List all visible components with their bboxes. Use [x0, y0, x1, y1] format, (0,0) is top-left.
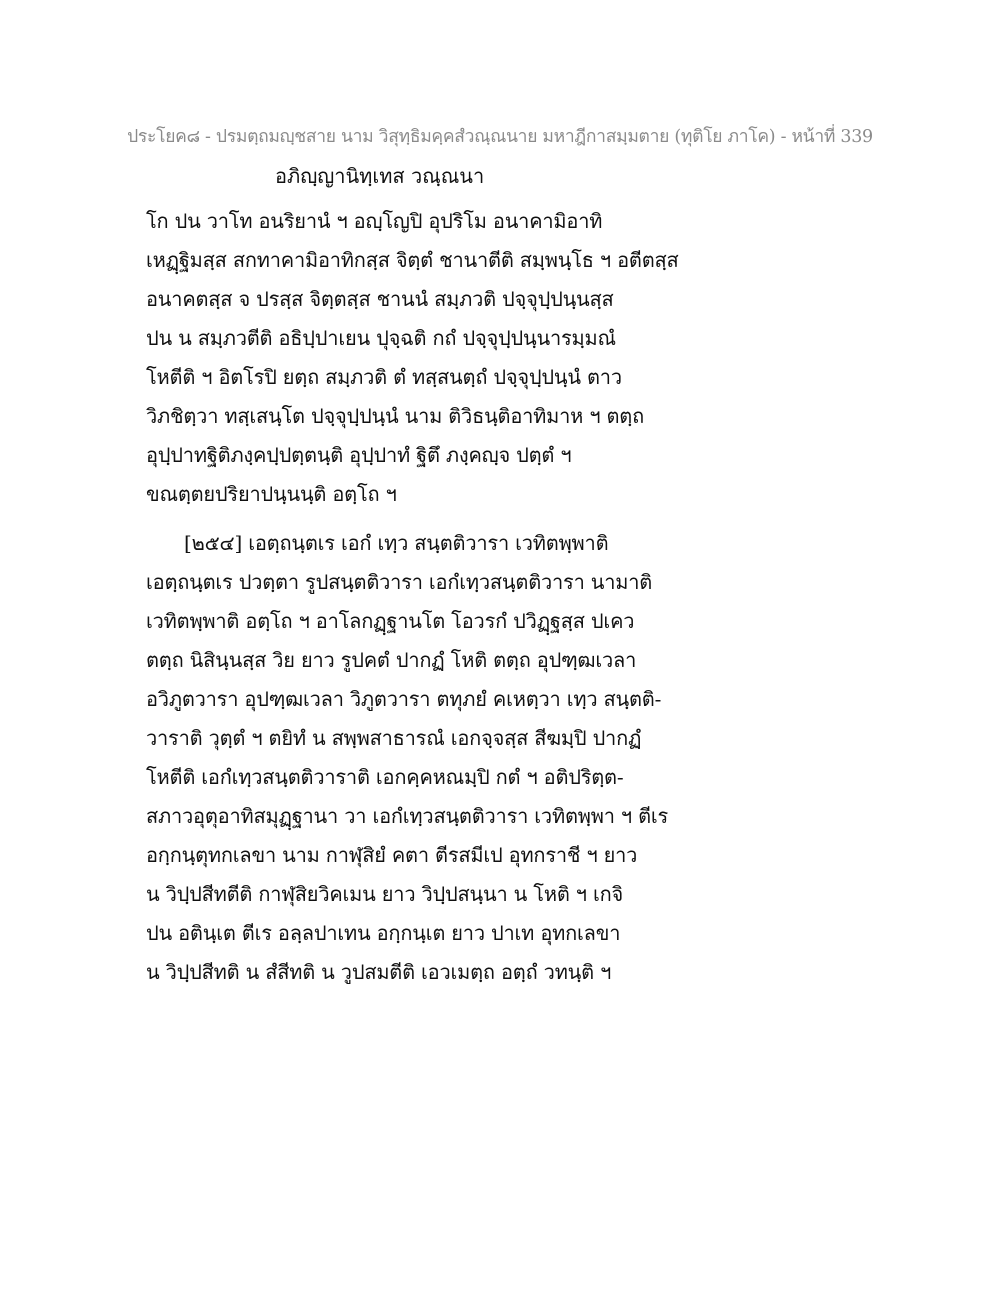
text-line: เอตฺถนฺตเร ปวตฺตา รูปสนฺตติวารา เอกํเทฺวสนฺตติวารา นามาติ	[146, 570, 653, 594]
text-line: อวิภูตวารา อุปฑฺฒเวลา วิภูตวารา ตทุภยํ คเหตฺวา เทฺว สนฺตติ-	[146, 687, 662, 711]
paragraph-2	[146, 524, 866, 992]
section-title: อภิญฺญานิทฺเทส วณฺณนา	[275, 164, 485, 188]
text-line: วาราติ วุตฺตํ ฯ ตยิทํ น สพฺพสาธารณํ เอกจฺจสฺส สีฆมฺปิ ปากฏํ	[146, 726, 642, 750]
body-text	[146, 202, 866, 992]
text-line: อุปฺปาทฐิติภงฺคปฺปตฺตนฺติ อุปฺปาทํ ฐิตึ ภงฺคญฺจ ปตฺตํ ฯ	[146, 443, 572, 467]
text-line: ตตฺถ นิสินฺนสฺส วิย ยาว รูปคตํ ปากฏํ โหติ ตตฺถ อุปฑฺฒเวลา	[146, 648, 637, 672]
running-header: ประโยค๘ - ปรมตฺถมญฺชสาย นาม วิสุทฺธิมคฺคสํวณฺณนาย มหาฎีกาสมฺมตาย (ทุติโย ภาโค) - หน้าที่ 339	[127, 127, 873, 147]
text-line: วิภชิตฺวา ทสฺเสนฺโต ปจฺจุปฺปนฺนํ นาม ติวิธนฺติอาทิมาห ฯ ตตฺถ	[146, 404, 644, 428]
paragraph-1	[146, 202, 866, 514]
text-line: ปน น สมฺภวตีติ อธิปฺปาเยน ปุจฺฉติ กถํ ปจฺจุปฺปนฺนารมฺมณํ	[146, 326, 616, 350]
text-line: สภาวอุตุอาทิสมุฏฺฐานา วา เอกํเทฺวสนฺตติวารา เวทิตพฺพา ฯ ตีเร	[146, 804, 669, 828]
text-line: น วิปฺปสีทติ น สํสีทติ น วูปสมตีติ เอวเมตฺถ อตฺถํ วทนฺติ ฯ	[146, 960, 612, 984]
text-line: ขณตฺตยปริยาปนฺนนฺติ อตฺโถ ฯ	[146, 482, 397, 506]
text-line: อนาคตสฺส จ ปรสฺส จิตฺตสฺส ชานนํ สมฺภวติ ปจฺจุปฺปนฺนสฺส	[146, 287, 614, 311]
text-line: เหฏฺฐิมสฺส สกทาคามิอาทิกสฺส จิตฺตํ ชานาตีติ สมฺพนฺโธ ฯ อตีตสฺส	[146, 248, 679, 272]
text-line: ปน อตินฺเต ตีเร อลฺลปาเทน อกฺกนฺเต ยาว ปาเท อุทกเลขา	[146, 921, 621, 945]
text-line: อกฺกนฺตุทกเลขา นาม กาฬุสิยํ คตา ตีรสมีเป อุทกราชี ฯ ยาว	[146, 843, 638, 867]
text-line: [๒๕๔] เอตฺถนฺตเร เอกํ เทฺว สนฺตติวารา เวทิตพฺพาติ	[184, 531, 609, 555]
text-line: โหตีติ ฯ อิตโรปิ ยตฺถ สมฺภวติ ตํ ทสฺสนตฺถํ ปจฺจุปฺปนฺนํ ตาว	[146, 365, 622, 389]
text-line: น วิปฺปสีทตีติ กาฬุสิยวิคเมน ยาว วิปฺปสนฺนา น โหติ ฯ เกจิ	[146, 882, 624, 906]
text-line: โหตีติ เอกํเทฺวสนฺตติวาราติ เอกคฺคหณมฺปิ กตํ ฯ อติปริตฺต-	[146, 765, 624, 789]
text-line: เวทิตพฺพาติ อตฺโถ ฯ อาโลกฏฺฐานโต โอวรกํ ปวิฏฺฐสฺส ปเคว	[146, 609, 635, 633]
text-line: โก ปน วาโท อนริยานํ ฯ อญฺโญปิ อุปริโม อนาคามิอาทิ	[146, 209, 603, 233]
